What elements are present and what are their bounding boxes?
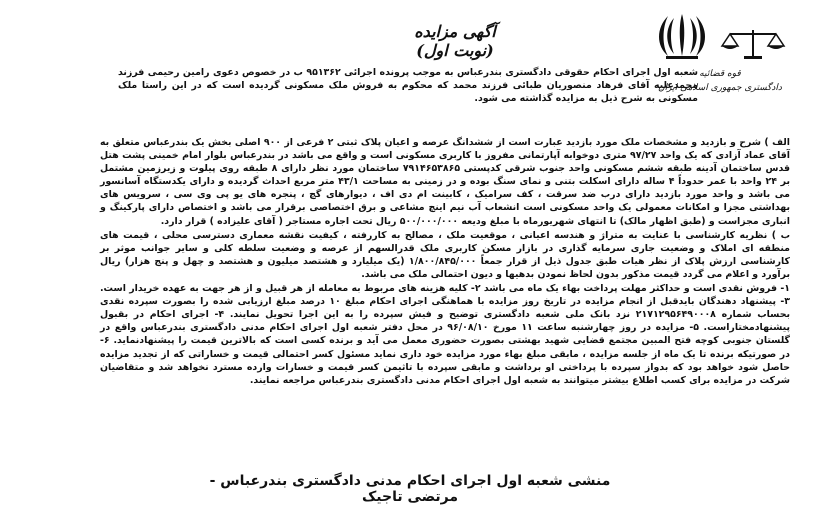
intro-paragraph: شعبه اول اجرای احکام حقوقی دادگستری بندرعباس به موجب پرونده اجرائی ۹۵۱۳۶۲ ب در خصوص دعوی رامین رحیمی فرزند محمدعلیه آقای فرهاد منصوریان طبائی فرزند محمد که محکوم به فروش ملک مسکونی گردیده است که در این راستا ملک مسکونی به شرح ذیل به مزایده گذاشته می شود.	[118, 67, 698, 105]
signature-line: منشی شعبه اول اجرای احکام مدنی دادگستری بندرعباس - مرتضی تاجیک	[209, 473, 611, 505]
emblem-line-2: دادگستری جمهوری اسلامی ایران	[658, 83, 782, 93]
section-a-paragraph: الف ) شرح و بازدید و مشخصات ملک مورد بازدید عبارت است از ششدانگ عرصه و اعیان پلاک ثبتی ۲ فرعی از ۹۰۰ اصلی بخش یک بندرعباس متعلق به آقای عماد آزادی که یک واحد ۹۷/۲۷ متری دوخوابه آپارتمانی مفروز با کاربری مسکونی است و واقع می باشد در بندرعباس بلوار امام خمینی پشت هتل قدس ساختمان آدینه طبقه ششم مسکونی واحد جنوب شرقی کدپستی ۷۹۱۴۶۵۳۸۶۵ ساختمان مورد نظر دارای ۸ طبقه روی پیلوت و زیرزمین مشتمل بر ۲۴ واحد با عمر حدوداً ۴ ساله دارای اسکلت بتنی و نمای سنگ بوده و در زمینی به مساحت ۴۳/۱ متر مربع احداث گردیده و دارای یکدستگاه آسانسور می باشد و واحد مورد بازدید دارای درب ضد سرقت ، کف سرامیک ، کابینت ام دی اف ، دیوارهای گچ ، پنجره های یو پی وی سی ، سرویس های بهداشتی مجزا و امکانات معمولی یک واحد مسکونی است انشعاب آب نیم اینچ مشاعی و برق اختصاصی برقرار می باشد و اختصاص دارای پارکینگ و انباری مجزاست و (طبق اظهار مالک) تا انتهای شهریورماه با مبلغ ودیعه ۵۰۰/۰۰۰/۰۰۰ ریال تحت اجاره مستاجر ( آقای علیزاده ) قرار دارد.	[100, 137, 790, 227]
section-b-paragraph: ب ) نظریه کارشناسی با عنایت به متراژ و هندسه اعیانی ، موقعیت ملک ، مصالح به کاررفته ، کیفیت نقشه معماری دسترسی محلی ، قیمت های منطقه ای املاک و وضعیت جاری سرمایه گذاری در بازار مسکن کاربری ملک قدرالسهم از عرصه و وضعیت سلطه کلی و سایر جوانب موثر بر کارشناسی ارزش پلاک از نظر هیات طبق جدول ذیل از قرار جمعاً ۱/۸۰۰/۸۴۵/۰۰۰ (یک میلیارد و هشتصد میلیون و هشتصد و چهل و پنج هزار) ریال برآورد و اعلام می گردد قیمت مذکور بدون لحاظ نمودن بدهیها و دیون احتمالی ملک می باشد.	[100, 229, 791, 280]
emblem-icon	[652, 10, 712, 62]
conditions-paragraph: ۱- فروش نقدی است و حداکثر مهلت پرداخت بهاء یک ماه می باشد ۲- کلیه هزینه های مربوط به معامله از هر قبیل و از هر جهت به عهده خریدار است. ۳- پیشنهاد دهندگان بایدقبل از انجام مزایده در تاریخ روز مزایده با هماهنگی اجرای احکام مبلغ ۱۰ درصد مبلغ ارزیابی شده را بصورت سپرده نقدی بحساب شماره ۲۱۷۱۲۹۵۶۴۹۰۰۰۸ نزد بانک ملی شعبه دادگستری توضیح و فیش سپرده را به این اجرا تحویل نمایند. ۴- اجرای احکام در بقبول پیشنهادمختاراست. ۵- مزایده در روز چهارشنبه ساعت ۱۱ مورخ ۹۶/۰۸/۱۰ در محل دفتر شعبه اول اجرای احکام مدنی دادگستری بندرعباس واقع در گلستان جنوبی کوچه فتح المبین مجتمع قضایی شهید بهشتی بصورت حضوری معمل می آید و برنده کسی است که بالاترین قیمت را پیشنهادنماید. ۶- در صورتیکه برنده تا یک ماه از جلسه مزایده ، مابقی مبلغ بهاء مورد مزایده خود داری نماید مسئول کسر احتمالی قیمت و خساراتی که از تجدید مزایده حاصل شود خواهد بود که بدواز سپرده با پرداختی او برداشت و مابقی سپرده با تاثیمن کسر قیمت و خسارات وارده مسترد نخواهد شد و متقاضیان شرکت در مزایده برای کسب اطلاع بیشتر میتوانند به شعبه اول اجرای احکام مدنی دادگستری بندرعباس مراجعه نمایند.	[100, 283, 790, 386]
notice-title: آگهی مزایده (نوبت اول)	[414, 22, 496, 60]
scales-of-justice-icon	[718, 26, 788, 62]
notice-details-block	[100, 136, 790, 388]
emblem-line-1: قوه قضائیه	[699, 69, 741, 79]
notice-intro-block	[118, 66, 698, 106]
